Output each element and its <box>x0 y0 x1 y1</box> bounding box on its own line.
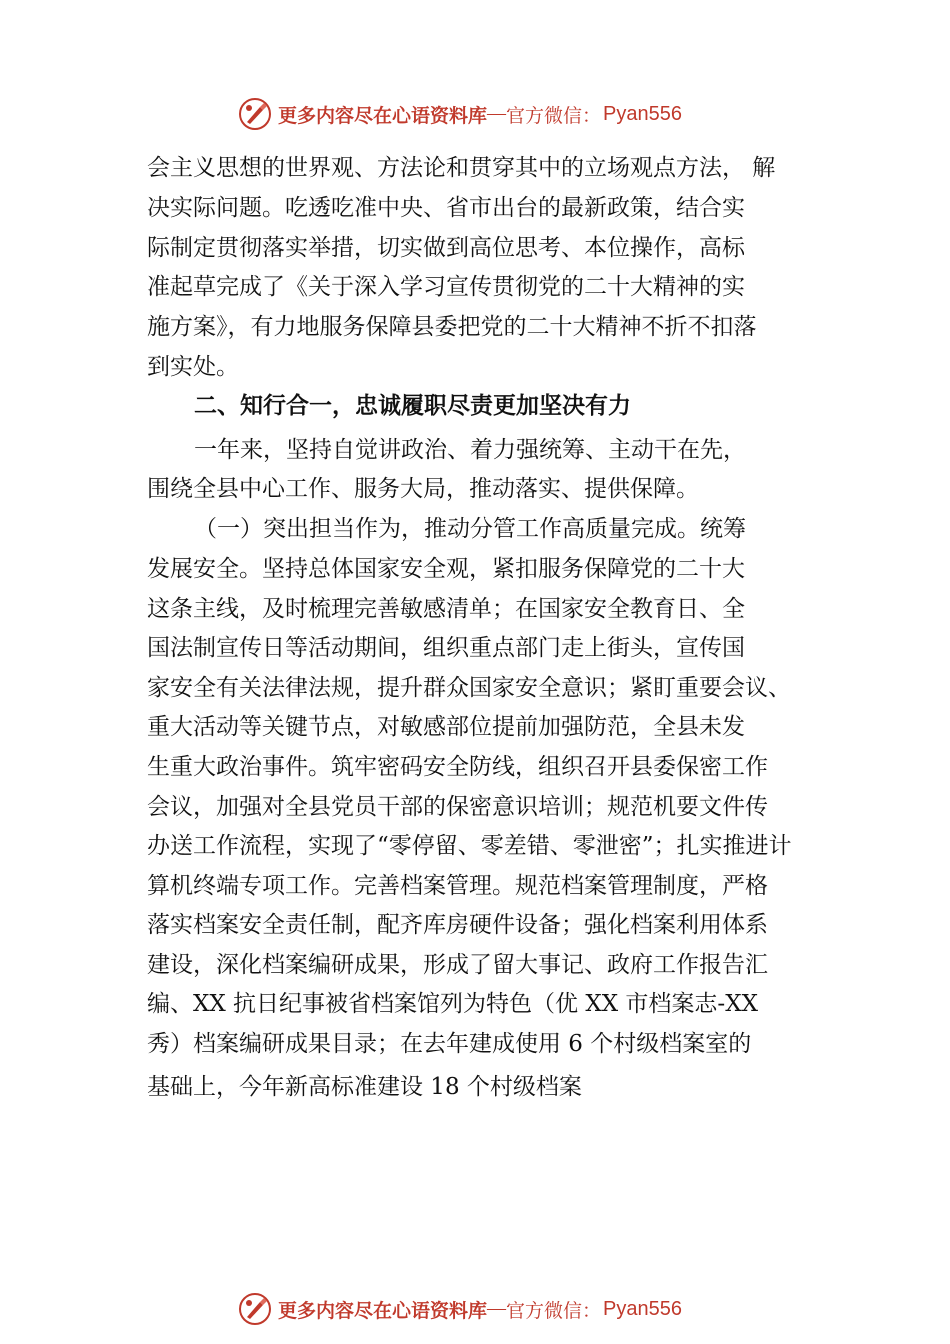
text-line: 办送工作流程，实现了“零停留、零差错、零泄密”；扎实推进计 <box>147 833 792 859</box>
text-line: 国法制宣传日等活动期间，组织重点部门走上街头，宣传国 <box>147 635 745 661</box>
text-line: 重大活动等关键节点，对敏感部位提前加强防范，全县未发 <box>147 714 745 740</box>
banner-wechat-label: 官方微信： <box>506 104 602 127</box>
banner-title: 更多内容尽在心语资料库 <box>278 104 488 127</box>
text-line: 发展安全。坚持总体国家安全观，紧扣服务保障党的二十大 <box>147 556 745 582</box>
banner-title: 更多内容尽在心语资料库 <box>278 1299 488 1322</box>
banner-wechat-id: Pyan556 <box>603 1297 682 1320</box>
text-line: 会主义思想的世界观、方法论和贯穿其中的立场观点方法， 解 <box>147 155 776 181</box>
text-line: 建设，深化档案编研成果，形成了留大事记、政府工作报告汇 <box>147 952 768 978</box>
header-banner <box>238 94 682 134</box>
pen-logo-icon <box>238 1292 272 1326</box>
banner-dash: — <box>487 1298 507 1319</box>
text-line: 秀）档案编研成果目录；在去年建成使用 6 个村级档案室的 <box>147 1031 752 1057</box>
text-line: 到实处。 <box>147 354 239 380</box>
text-line: 会议，加强对全县党员干部的保密意识培训；规范机要文件传 <box>147 794 768 820</box>
text-line: 施方案》，有力地服务保障县委把党的二十大精神不折不扣落 <box>147 314 757 340</box>
banner-wechat-id: Pyan556 <box>603 102 682 125</box>
text-line: 围绕全县中心工作、服务大局，推动落实、提供保障。 <box>147 476 699 502</box>
text-line: 际制定贯彻落实举措，切实做到高位思考、本位操作，高标 <box>147 235 745 261</box>
text-line: 编、XX 抗日纪事被省档案馆列为特色（优 XX 市档案志-XX <box>147 991 758 1017</box>
text-line: 家安全有关法律法规，提升群众国家安全意识；紧盯重要会议、 <box>147 675 791 701</box>
text-line: 决实际问题。吃透吃准中央、省市出台的最新政策，结合实 <box>147 195 745 221</box>
banner-wechat-label: 官方微信： <box>506 1299 602 1322</box>
text-line: 落实档案安全责任制，配齐库房硬件设备；强化档案利用体系 <box>147 912 768 938</box>
text-line: （一）突出担当作为，推动分管工作高质量完成。统筹 <box>194 516 746 542</box>
text-line: 准起草完成了《关于深入学习宣传贯彻党的二十大精神的实 <box>147 274 745 300</box>
footer-banner <box>238 1289 682 1329</box>
section-heading: 二、知行合一，忠诚履职尽责更加坚决有力 <box>194 393 631 419</box>
text-line: 算机终端专项工作。完善档案管理。规范档案管理制度，严格 <box>147 873 768 899</box>
pen-logo-icon <box>238 97 272 131</box>
text-line: 生重大政治事件。筑牢密码安全防线，组织召开县委保密工作 <box>147 754 768 780</box>
banner-dash: — <box>487 103 507 124</box>
text-line: 基础上，今年新高标准建设 18 个村级档案 <box>147 1074 582 1100</box>
text-line: 这条主线，及时梳理完善敏感清单；在国家安全教育日、全 <box>147 596 745 622</box>
text-line: 一年来，坚持自觉讲政治、着力强统筹、主动干在先， <box>194 437 746 463</box>
